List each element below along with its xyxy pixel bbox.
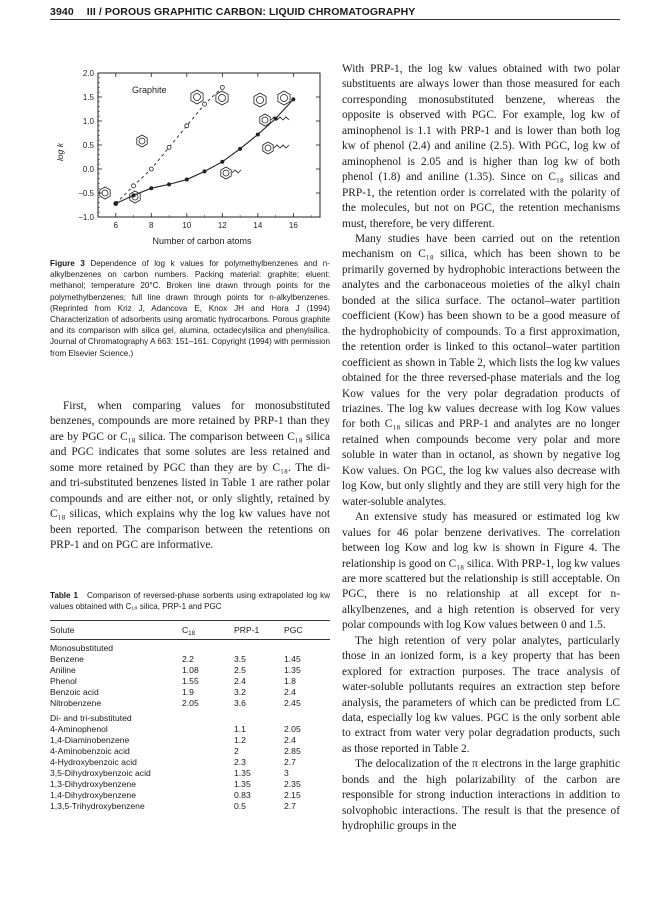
y-tick-label: 0.0 [82, 165, 94, 174]
table-cell: 1,3,5-Trihydroxybenzene [50, 801, 145, 812]
table-cell: 3.6 [234, 698, 246, 709]
table-row [50, 724, 330, 735]
alkylbenzene-structure-1 [263, 142, 289, 154]
y-tick-label: 2.0 [82, 69, 94, 78]
table-cell: 1.35 [234, 768, 251, 779]
alkylbenzene-structure-2 [221, 167, 241, 179]
table-1 [50, 620, 330, 812]
table-cell: 1.2 [234, 734, 246, 745]
table-cell: 2.2 [182, 654, 194, 665]
point-n-alkylbenzene [256, 132, 260, 136]
point-polymethylbenzene [203, 102, 207, 106]
table-cell: 1,3-Dihydroxybenzene [50, 779, 136, 790]
aromatic-circle [194, 94, 201, 101]
page-number: 3940 [50, 6, 74, 18]
aromatic-circle [219, 95, 226, 102]
table-header-row [50, 621, 330, 639]
y-tick-label: −1.0 [78, 213, 94, 222]
table-row [50, 687, 330, 698]
y-tick-label: 1.0 [82, 117, 94, 126]
point-polymethylbenzene [167, 145, 171, 149]
table-cell: 1.55 [182, 676, 199, 687]
point-n-alkylbenzene [185, 178, 189, 182]
right-paragraph-3: An extensive study has measured or estimated log kw values for 46 polar benzene derivatives. The correlation between log Kow and log kw is shown in Figure 4. The relationship is good on C₁₈ silica. With PRP-1, log kw values are more scattered but the relationship is still acceptable. On PGC, there is no relationship at all except for n-alkylbenzenes, and a high retention is observed for very polar compounds with log Kow values between 0 and 1.5. [342, 511, 620, 632]
table-cell [182, 757, 234, 768]
right-body [342, 62, 620, 835]
point-n-alkylbenzene [274, 117, 278, 121]
table-cell: 2.5 [234, 665, 246, 676]
right-paragraph-5: The delocalization of the π electrons in the large graphitic bonds and the high polarizability of the carbon are responsible for strong induction interactions in addition to solvophobic interactions. The result is that the presence of hydrophilic groups in the [342, 758, 620, 833]
table-cell: 4-Aminobenzoic acid [50, 745, 130, 756]
trimethylbenzene-structure [137, 135, 147, 147]
aromatic-circle [257, 97, 264, 104]
benzene-ring [263, 142, 273, 154]
right-paragraph-2: Many studies have been carried out on the retention mechanism on C₁₈ silica, which has been shown to be primarily governed by hydrophobic interactions between the analytes and the carbonaceous moieties of the alkyl chain bonded at the silica surface. The octanol–water partition coefficient (Kow) has been shown to be a good measure of the hydrophobicity of compounds. To a first approximation, the retention order is linked to this octanol–water partition coefficient as shown in Table 2, which lists the log kw values obtained for the three reversed-phase materials and the log Kow values for the very polar degradation products of triazines. The log kw values decrease with log Kow values for both C₁₈ silicas and PRP-1 and analytes are no longer retained when compounds become very polar and more soluble in water than in octanol, as shown by negative log Kow values. On PGC, the log kw values also decrease with log Kow, but only slightly and they are still very high for the water-soluble analytes. [342, 232, 620, 508]
alkyl-chain [232, 170, 241, 173]
table-cell: 1,4-Diaminobenzene [50, 734, 130, 745]
table-cell: 3.2 [234, 687, 246, 698]
point-n-alkylbenzene [149, 186, 153, 190]
table-cell: 1.45 [284, 654, 301, 665]
table-cell: 2.35 [284, 779, 301, 790]
table-cell: 4-Hydroxybenzoic acid [50, 756, 137, 767]
benzene-ring [254, 93, 266, 107]
graphite-label: Graphite [132, 85, 167, 95]
point-n-alkylbenzene [220, 160, 224, 164]
table-caption-label: Table 1 [50, 591, 79, 600]
benzene-ring [191, 90, 203, 104]
table-cell: 1.9 [182, 687, 194, 698]
table-cell: 1.1 [234, 723, 246, 734]
right-paragraph-1: With PRP-1, the log kw values obtained with two polar substituents are always lower than those measured for each corresponding monosubstituted benzene, whereas the opposite is observed with PGC. For example, log kw of aminophenol is 1.1 with PRP-1 and is lower than both log kw of phenol (2.4) and aniline (2.5). With PGC, log kw of aminophenol is 2.05 and is higher than log kw of both phenol (1.8) and aniline (1.35). Since on C₁₈ silicas and PRP-1, the retention order is correlated with the polarity of the molecules, but not on PGC, the retention mechanisms must, therefore, be very different. [342, 63, 620, 230]
point-n-alkylbenzene [167, 182, 171, 186]
hexamethylbenzene-structure [216, 91, 228, 105]
table-cell: 2.7 [284, 801, 296, 812]
point-polymethylbenzene [132, 184, 136, 188]
point-n-alkylbenzene [203, 169, 207, 173]
x-tick-label: 16 [288, 221, 298, 230]
table-cell: 2.15 [284, 790, 301, 801]
table-cell: 2 [234, 745, 239, 756]
x-tick-label: 10 [182, 221, 192, 230]
table-cell: 1,4-Dihydroxybenzene [50, 790, 136, 801]
table-cell: 2.4 [234, 676, 246, 687]
table-row [50, 735, 330, 746]
point-polymethylbenzene [220, 85, 224, 89]
table-cell [182, 779, 234, 790]
header-prp1: PRP-1 [234, 625, 260, 635]
figure-caption-text: Dependence of log k values for polymethylbenzenes and n-alkylbenzenes on carbon numbers. Packing material: graphite; eluent: methanol; temperature 20°C. Broken line drawn through points for the polymethylbenzenes; full line drawn through points for n-alkylbenzenes. (Reprinted from Kriz J, Adancova E, Knox JH and Hora J (1994) Characterization of adsorbents using aromatic hydrocarbons. Porous graphite and its comparison with silica gel, alumina, octadecylsilica and phenylsilica. Journal of Chromatography A 663: 151–161. Copyright (1994) with permission from Elsevier Science.) [50, 259, 330, 358]
aromatic-circle [281, 95, 288, 102]
y-axis-title: log k [55, 143, 65, 161]
table-cell: 1.35 [234, 779, 251, 790]
point-n-alkylbenzene [238, 147, 242, 151]
aromatic-circle [139, 138, 145, 144]
table-row [50, 779, 330, 790]
point-polymethylbenzene [185, 124, 189, 128]
table-row [50, 790, 330, 801]
x-tick-label: 6 [113, 221, 118, 230]
table-cell: 2.4 [284, 734, 296, 745]
x-axis-title: Number of carbon atoms [152, 236, 252, 246]
table-cell: 2.4 [284, 687, 296, 698]
table-cell: 3 [284, 768, 289, 779]
table-cell: 3,5-Dihydroxybenzoic acid [50, 768, 151, 779]
header-c18: $C_{18}$ [182, 625, 195, 637]
table-cell: Benzoic acid [50, 687, 99, 698]
aromatic-circle [265, 145, 271, 151]
table-cell: Aniline [50, 665, 76, 676]
left-paragraph: First, when comparing values for monosubstituted benzenes, compounds are more retained by PRP-1 than they are by PGC or C₁₈ silica. The comparison between C₁₈ silica and PGC indicates that some solutes are less retained and some more retained by PGC than they are by C₁₈. The di- and tri-substituted benzenes listed in Table 1 are rather polar compounds and are either not, or only slightly, retained by C₁₈ silicas, which explains why the log kw values have not been reported. The comparison between the retentions on PRP-1 and on PGC are informative. [50, 400, 330, 552]
table-cell [182, 746, 234, 757]
aromatic-circle [223, 170, 229, 176]
figure-caption-label: Figure 3 [50, 259, 85, 268]
figure-3 [50, 60, 330, 255]
table-row [50, 676, 330, 687]
y-tick-label: 1.5 [82, 93, 94, 102]
hexamethylbenzene-structure-2 [254, 93, 266, 107]
running-title: III / POROUS GRAPHITIC CARBON: LIQUID CHROMATOGRAPHY [86, 6, 416, 18]
benzene-ring [221, 167, 231, 179]
figure-caption [50, 258, 330, 359]
table-row [50, 654, 330, 665]
table-cell: 1.8 [284, 676, 296, 687]
figure-3-chart [50, 60, 330, 255]
table-cell: 2.05 [182, 698, 199, 709]
table-cell: 0.5 [234, 801, 246, 812]
table-cell: 4-Aminophenol [50, 723, 108, 734]
running-header [50, 6, 620, 18]
table-cell: 2.3 [234, 756, 246, 767]
aromatic-circle [262, 117, 268, 123]
table-cell: Benzene [50, 654, 84, 665]
benzene-ring [216, 91, 228, 105]
table-caption-text: Comparison of reversed-phase sorbents using extrapolated log kw values obtained with C₁₈ silica, PRP-1 and PGC [50, 591, 330, 611]
point-polymethylbenzene [149, 167, 153, 171]
decylbenzene-structure [278, 91, 290, 105]
table-section-di [50, 713, 330, 724]
table-cell [182, 735, 234, 746]
table-section-mono [50, 643, 330, 654]
table-row [50, 746, 330, 757]
table-cell [182, 790, 234, 801]
table-cell: 2.85 [284, 745, 301, 756]
right-paragraph-4: The high retention of very polar analytes, particularly those in an ionized form, is a key property that has been explored for extraction purposes. The trace analysis of water-soluble pollutants requires an extraction step before analysis, the parameters of which can be predicted from LC data, especially log kw values. PGC is the only sorbent able to extract from water very polar degradation products, such as those reported in Table 2. [342, 634, 620, 755]
table-row [50, 698, 330, 709]
table-cell [182, 768, 234, 779]
point-n-alkylbenzene [132, 193, 136, 197]
point-n-alkylbenzene [291, 97, 295, 101]
table-cell [182, 801, 234, 812]
section-label: Di- and tri-substituted [50, 712, 132, 723]
table-cell: Phenol [50, 676, 77, 687]
table-row [50, 757, 330, 768]
benzene-ring [278, 91, 290, 105]
header-pgc: PGC [284, 625, 303, 635]
x-tick-label: 8 [149, 221, 154, 230]
table-caption [50, 590, 330, 612]
table-cell: 2.05 [284, 723, 301, 734]
x-tick-label: 14 [253, 221, 263, 230]
table-header-rule [50, 639, 330, 640]
pentamethylbenzene-structure [191, 90, 203, 104]
table-cell: 2.7 [284, 756, 296, 767]
table-row [50, 801, 330, 812]
left-body [50, 399, 330, 554]
y-tick-label: −0.5 [78, 189, 94, 198]
y-tick-label: 0.5 [82, 141, 94, 150]
table-row [50, 768, 330, 779]
table-cell [182, 724, 234, 735]
x-tick-label: 12 [217, 221, 227, 230]
section-label: Monosubstituted [50, 643, 114, 653]
point-n-alkylbenzene [114, 202, 118, 206]
header-solute: Solute [50, 625, 75, 635]
table-cell: 1.35 [284, 665, 301, 676]
table-cell: 3.5 [234, 654, 246, 665]
table-cell: 2.45 [284, 698, 301, 709]
alkyl-chain [274, 145, 289, 148]
table-row [50, 665, 330, 676]
table-cell: 0.83 [234, 790, 251, 801]
header-rule [50, 19, 620, 20]
benzene-ring [137, 135, 147, 147]
aromatic-circle [102, 190, 108, 196]
table-cell: 1.08 [182, 665, 199, 676]
table-cell: Nitrobenzene [50, 698, 102, 709]
